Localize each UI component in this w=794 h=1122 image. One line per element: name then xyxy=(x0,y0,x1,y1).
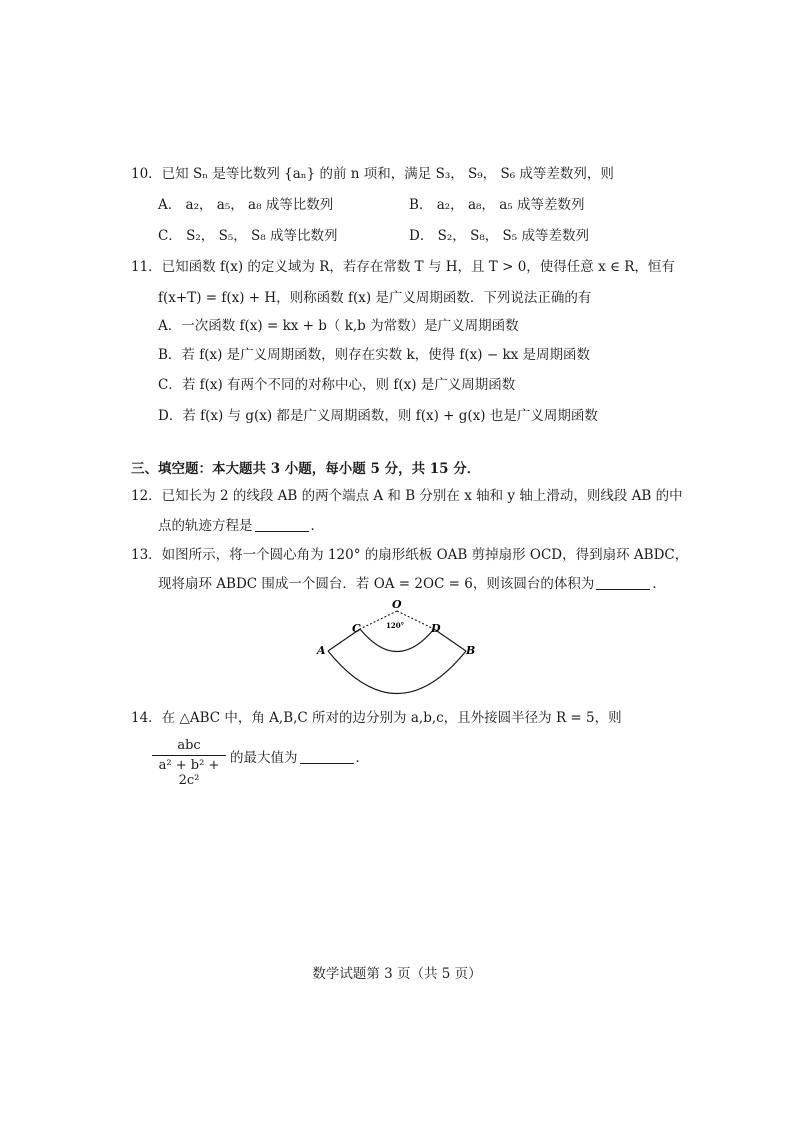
q14-fraction xyxy=(152,738,226,788)
label-angle: 120° xyxy=(386,621,405,630)
q11-stem-line2: f(x+T) = f(x) + H，则称函数 f(x) 是广义周期函数．下列说法正确的有 xyxy=(158,290,592,306)
q10-stem: 10．已知 Sₙ 是等比数列 {aₙ} 的前 n 项和，满足 S₃， S₉， S₆ 成等差数列，则 xyxy=(131,166,614,182)
q14-fraction-denominator: a² + b² + 2c² xyxy=(158,758,220,788)
q11-option-d: D．若 f(x) 与 g(x) 都是广义周期函数，则 f(x) + g(x) 也是广义周期函数 xyxy=(158,408,598,424)
q14-tail-text: 的最大值为 xyxy=(230,750,298,766)
q14-fraction-numerator: abc xyxy=(152,738,226,756)
q12-line1: 12．已知长为 2 的线段 AB 的两个端点 A 和 B 分别在 x 轴和 y 轴上滑动，则线段 AB 的中 xyxy=(131,488,683,504)
q11-option-b: B．若 f(x) 是广义周期函数，则存在实数 k，使得 f(x) − kx 是周期函数 xyxy=(158,347,591,363)
q12-end: ． xyxy=(310,518,324,534)
label-a: A xyxy=(317,644,326,657)
q10-option-d: D． S₂， S₈， S₅ 成等差数列 xyxy=(409,228,589,244)
q10-option-b: B． a₂， a₈， a₅ 成等差数列 xyxy=(409,197,585,213)
q12-line2 xyxy=(158,517,324,535)
q12-answer-blank xyxy=(255,517,309,532)
q14-end: ． xyxy=(355,750,369,766)
outer-arc-ab xyxy=(328,651,466,694)
q11-option-a: A．一次函数 f(x) = kx + b（ k,b 为常数）是广义周期函数 xyxy=(158,318,519,334)
q14-tail xyxy=(230,749,369,767)
label-c: C xyxy=(352,622,361,635)
q13-line1: 13．如图所示，将一个圆心角为 120° 的扇形纸板 OAB 剪掉扇形 OCD，得到扇环 ABDC， xyxy=(131,547,689,563)
section-fill-in-heading: 三、填空题：本大题共 3 小题，每小题 5 分，共 15 分． xyxy=(131,461,481,477)
page-footer: 数学试题第 3 页（共 5 页） xyxy=(312,966,482,982)
q14-answer-blank xyxy=(300,749,354,764)
q12-line2-text: 点的轨迹方程是 xyxy=(158,518,253,534)
label-b: B xyxy=(466,644,476,657)
label-o: O xyxy=(392,598,402,611)
q10-option-c: C． S₂， S₅， S₈ 成等比数列 xyxy=(158,228,338,244)
inner-arc-cd xyxy=(360,629,434,652)
sector-ring-figure xyxy=(300,596,500,700)
q13-line2 xyxy=(158,575,666,593)
q14-line1: 14．在 △ABC 中，角 A,B,C 所对的边分别为 a,b,c，且外接圆半径为 R = 5，则 xyxy=(131,710,622,726)
q11-stem-line1: 11．已知函数 f(x) 的定义域为 R，若存在常数 T 与 H，且 T > 0，使得任意 x ∈ R，恒有 xyxy=(131,259,675,275)
q11-option-c: C．若 f(x) 有两个不同的对称中心，则 f(x) 是广义周期函数 xyxy=(158,377,516,393)
q13-end: ． xyxy=(652,576,666,592)
q10-option-a: A． a₂， a₅， a₈ 成等比数列 xyxy=(158,197,334,213)
label-d: D xyxy=(431,622,441,635)
q13-answer-blank xyxy=(596,575,650,590)
q13-line2-text: 现将扇环 ABDC 围成一个圆台．若 OA = 2OC = 6，则该圆台的体积为 xyxy=(158,576,595,592)
